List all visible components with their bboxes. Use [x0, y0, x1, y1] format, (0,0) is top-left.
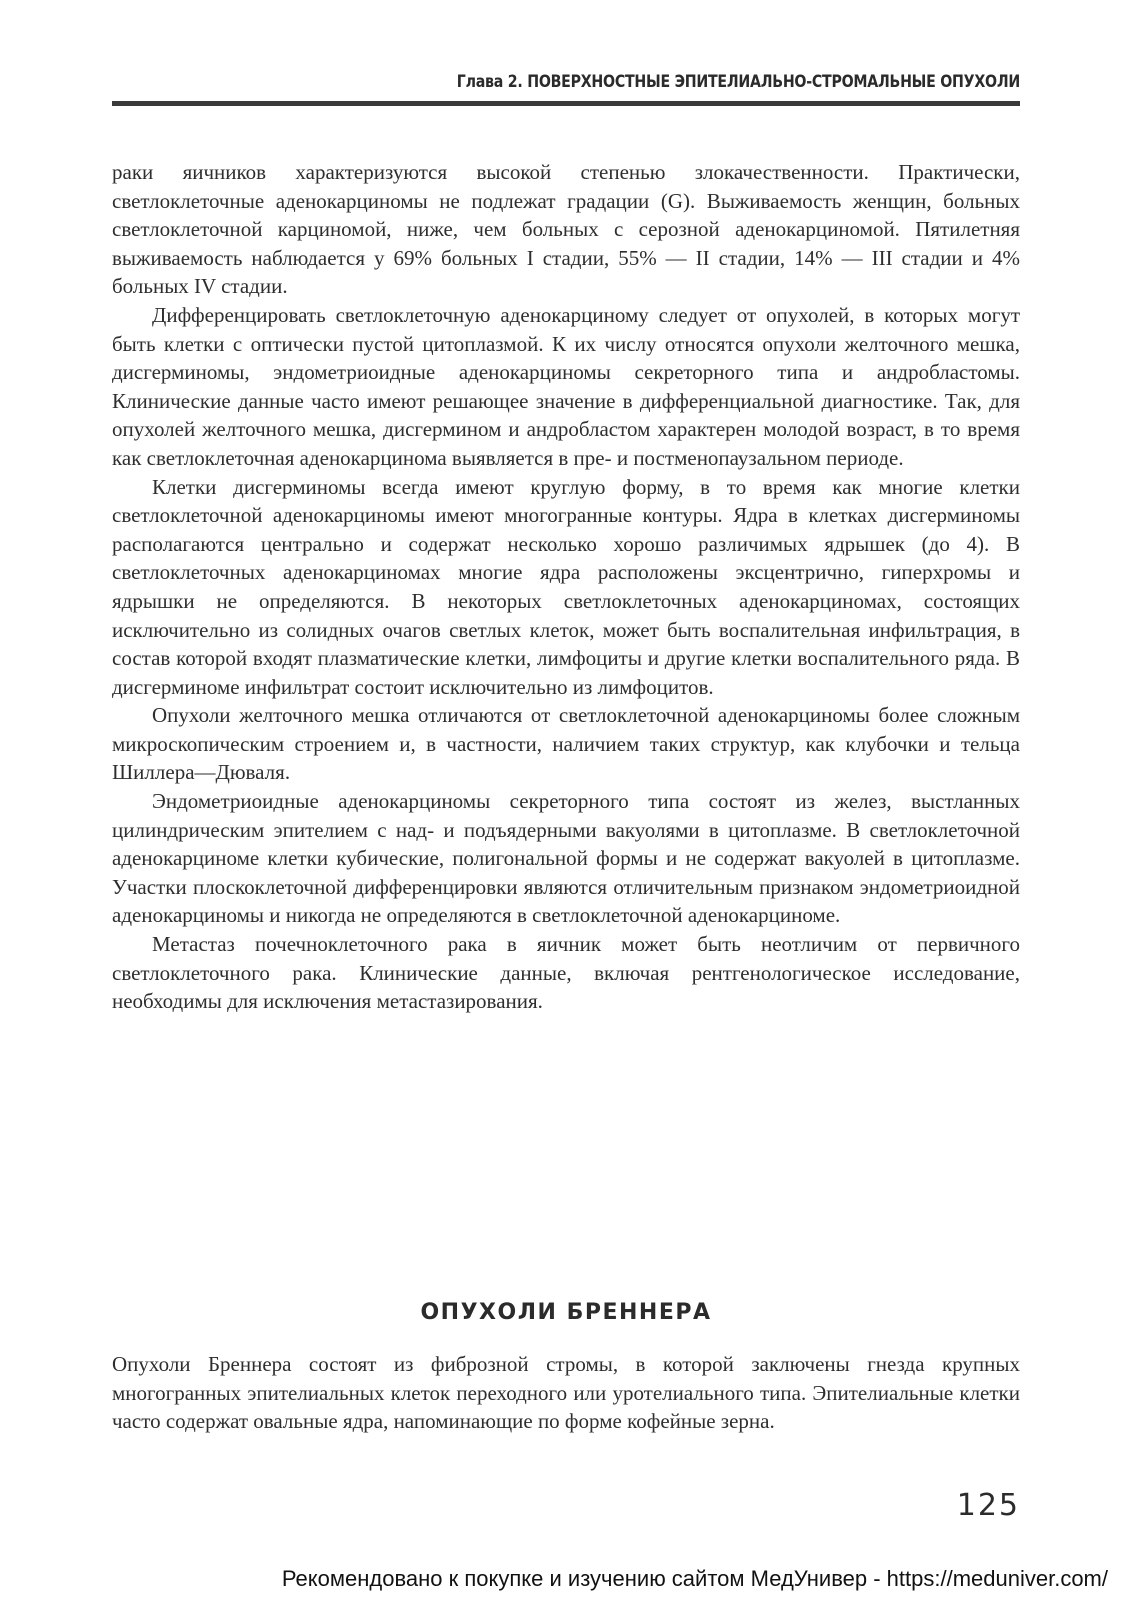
page-number: 125	[956, 1488, 1020, 1523]
paragraph: Метастаз почечноклеточного рака в яичник может быть неотличим от первичного светлоклеточного рака. Клинические данные, включая рентгенологическое исследование, необходимы для исключения метастазирования.	[112, 932, 1020, 1014]
section-text	[112, 1350, 1020, 1436]
section-paragraph: Опухоли Бреннера состоят из фиброзной стромы, в которой заключены гнезда крупных многогранных эпителиальных клеток переходного или уротелиального типа. Эпителиальные клетки часто содержат овальные ядра, напоминающие по форме кофейные зерна.	[112, 1352, 1020, 1434]
section-heading: ОПУХОЛИ БРЕННЕРА	[420, 1300, 712, 1325]
footer-note: Рекомендовано к покупке и изучению сайтом МедУнивер - https://meduniver.com/	[281, 1566, 1108, 1591]
paragraph: Опухоли желточного мешка отличаются от светлоклеточной аденокарциномы более сложным микроскопическим строением и, в частности, наличием таких структур, как клубочки и тельца Шиллера—Дюваля.	[112, 703, 1020, 785]
paragraph: Клетки дисгерминомы всегда имеют круглую форму, в то время как многие клетки светлоклеточной аденокарциномы имеют многогранные контуры. Ядра в клетках дисгерминомы располагаются центрально и содержат несколько хорошо различимых ядрышек (до 4). В светлоклеточных аденокарциномах многие ядра расположены эксцентрично, гиперхромы и ядрышки не определяются. В некоторых светлоклеточных аденокарциномах, состоящих исключительно из солидных очагов светлых клеток, может быть воспалительная инфильтрация, в состав которой входят плазматические клетки, лимфоциты и другие клетки воспалительного ряда. В дисгерминоме инфильтрат состоит исключительно из лимфоцитов.	[112, 474, 1020, 699]
header-rule	[112, 101, 1020, 106]
paragraph: Дифференцировать светлоклеточную аденокарциному следует от опухолей, в которых могут быть клетки с оптически пустой цитоплазмой. К их числу относятся опухоли желточного мешка, дисгерминомы, эндометриоидные аденокарциномы секреторного типа и андробластомы. Клинические данные часто имеют решающее значение в дифференциальной диагностике. Так, для опухолей желточного мешка, дисгермином и андробластом характерен молодой возраст, в то время как светлоклеточная аденокарцинома выявляется в пре- и постменопаузальном периоде.	[112, 302, 1020, 470]
paragraph: Эндометриоидные аденокарциномы секреторного типа состоят из желез, выстланных цилиндрическим эпителием с над- и подъядерными вакуолями в цитоплазме. В светлоклеточной аденокарциноме клетки кубические, полигональной формы и не содержат вакуолей в цитоплазме. Участки плоскоклеточной дифференцировки являются отличительным признаком эндометриоидной аденокарциномы и никогда не определяются в светлоклеточной аденокарциноме.	[112, 789, 1020, 928]
running-title: Глава 2. ПОВЕРХНОСТНЫЕ ЭПИТЕЛИАЛЬНО-СТРОМАЛЬНЫЕ ОПУХОЛИ	[456, 72, 1020, 91]
paragraph-continuation: раки яичников характеризуются высокой степенью злокачественности. Практически, светлоклеточные аденокарциномы не подлежат градации (G). Выживаемость женщин, больных светлоклеточной карциномой, ниже, чем больных с серозной аденокарциномой. Пятилетняя выживаемость наблюдается у 69% больных I стадии, 55% — II стадии, 14% — III стадии и 4% больных IV стадии.	[112, 160, 1020, 299]
body-text	[112, 158, 1020, 1016]
